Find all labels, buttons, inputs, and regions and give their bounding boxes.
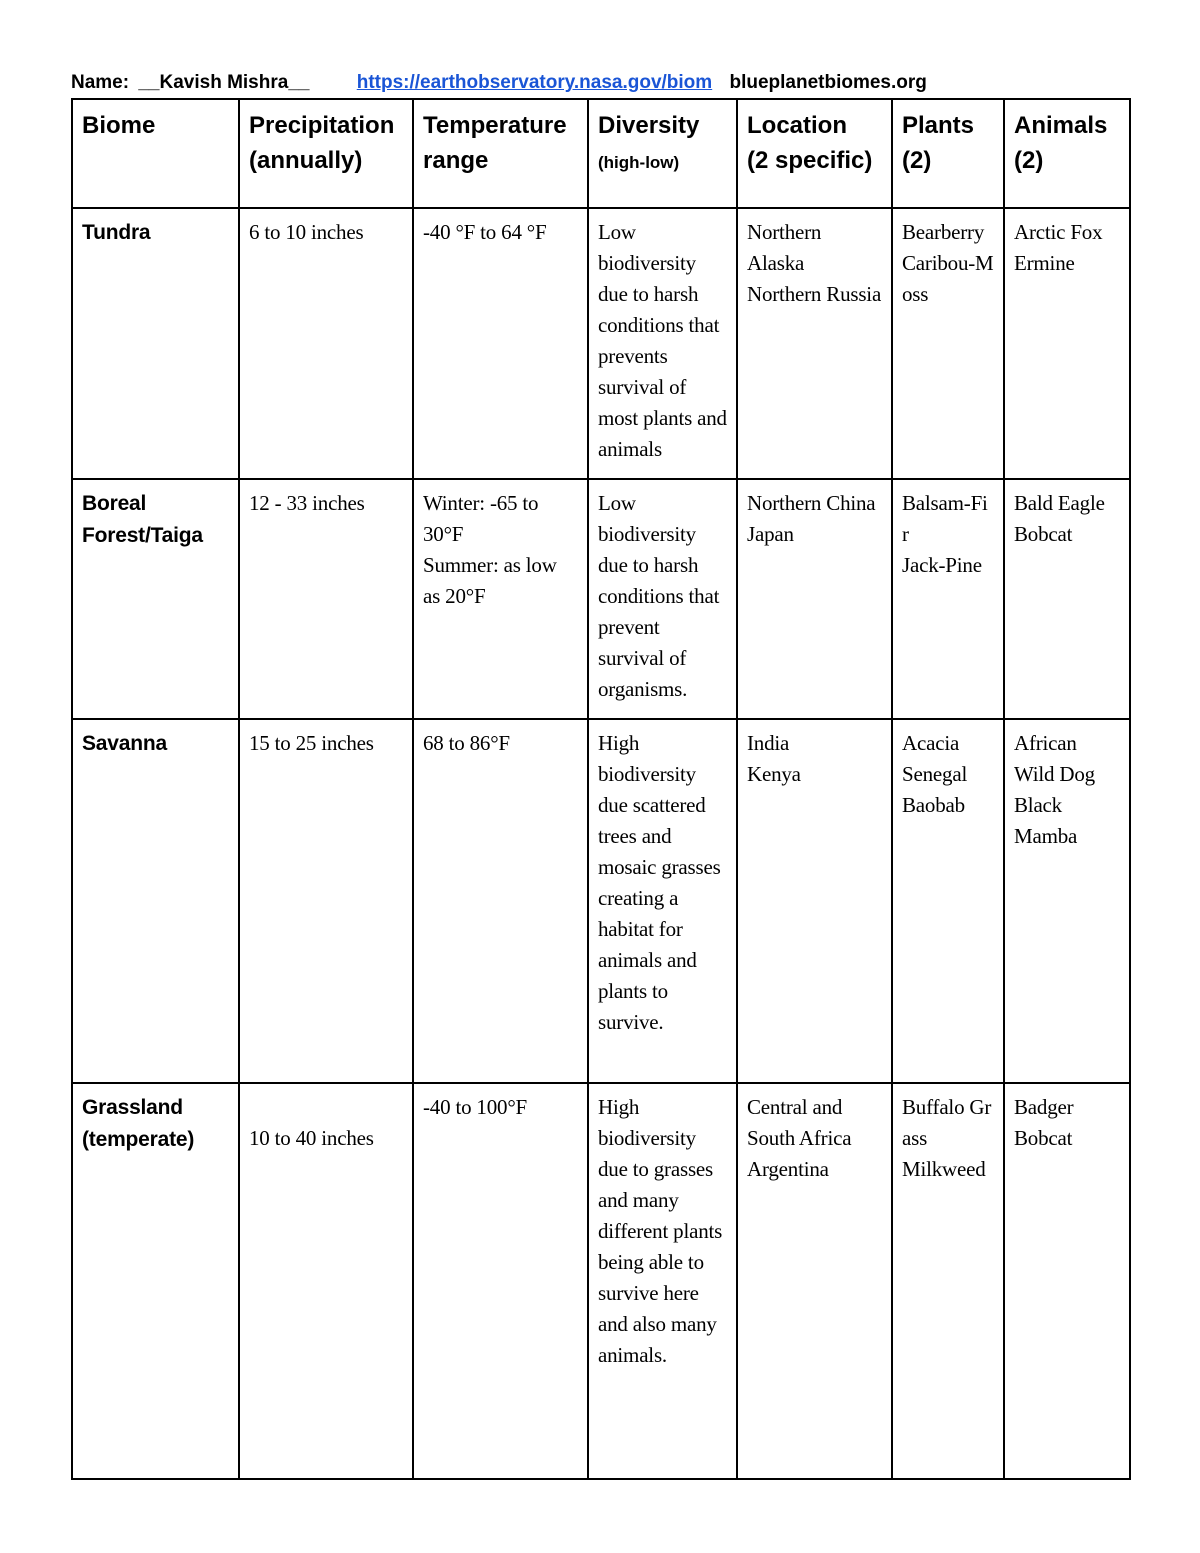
- biome-cell: Boreal Forest/Taiga: [72, 479, 239, 719]
- temperature-cell: 68 to 86°F: [413, 719, 588, 1083]
- table-row: [72, 479, 1130, 719]
- header-biome: Biome: [72, 99, 239, 208]
- location-cell: Central and South Africa Argentina: [737, 1083, 892, 1479]
- biome-cell: Tundra: [72, 208, 239, 479]
- header-animals: Animals (2): [1004, 99, 1130, 208]
- name-label: Name:: [71, 72, 130, 93]
- header-precipitation: Precipitation (annually): [239, 99, 413, 208]
- temperature-cell: Winter: -65 to 30°F Summer: as low as 20°F: [413, 479, 588, 719]
- header-diversity: [588, 99, 737, 208]
- plants-cell: Buffalo Grass Milkweed: [892, 1083, 1004, 1479]
- biome-cell: Grassland (temperate): [72, 1083, 239, 1479]
- animals-cell: African Wild Dog Black Mamba: [1004, 719, 1130, 1083]
- precipitation-cell: 10 to 40 inches: [239, 1083, 413, 1479]
- biome-table: [71, 98, 1131, 1480]
- diversity-cell: High biodiversity due to grasses and many different plants being able to survive here and also many animals.: [588, 1083, 737, 1479]
- table-row: [72, 208, 1130, 479]
- blueplanet-source: blueplanetbiomes.org: [729, 72, 927, 93]
- header-diversity-sub: (high-low): [598, 153, 680, 172]
- animals-cell: Arctic Fox Ermine: [1004, 208, 1130, 479]
- diversity-cell: Low biodiversity due to harsh conditions that prevent survival of organisms.: [588, 479, 737, 719]
- table-row: [72, 1083, 1130, 1479]
- location-cell: Northern Alaska Northern Russia: [737, 208, 892, 479]
- location-cell: Northern China Japan: [737, 479, 892, 719]
- location-cell: India Kenya: [737, 719, 892, 1083]
- plants-cell: Acacia Senegal Baobab: [892, 719, 1004, 1083]
- table-row: [72, 719, 1130, 1083]
- temperature-cell: -40 °F to 64 °F: [413, 208, 588, 479]
- document-header: [71, 70, 1131, 96]
- animals-cell: Badger Bobcat: [1004, 1083, 1130, 1479]
- precipitation-cell: 12 - 33 inches: [239, 479, 413, 719]
- diversity-cell: Low biodiversity due to harsh conditions that prevents survival of most plants and animals: [588, 208, 737, 479]
- header-location: Location (2 specific): [737, 99, 892, 208]
- plants-cell: Bearberry Caribou-Moss: [892, 208, 1004, 479]
- diversity-cell: High biodiversity due scattered trees and mosaic grasses creating a habitat for animals and plants to survive.: [588, 719, 737, 1083]
- plants-cell: Balsam-Fir Jack-Pine: [892, 479, 1004, 719]
- nasa-link[interactable]: https://earthobservatory.nasa.gov/biom: [356, 72, 713, 93]
- table-header-row: [72, 99, 1130, 208]
- precipitation-cell: 6 to 10 inches: [239, 208, 413, 479]
- biome-cell: Savanna: [72, 719, 239, 1083]
- header-temperature: Temperature range: [413, 99, 588, 208]
- animals-cell: Bald Eagle Bobcat: [1004, 479, 1130, 719]
- temperature-cell: -40 to 100°F: [413, 1083, 588, 1479]
- header-diversity-label: Diversity: [598, 112, 700, 139]
- header-plants: Plants (2): [892, 99, 1004, 208]
- student-name: __Kavish Mishra__: [138, 72, 310, 93]
- precipitation-cell: 15 to 25 inches: [239, 719, 413, 1083]
